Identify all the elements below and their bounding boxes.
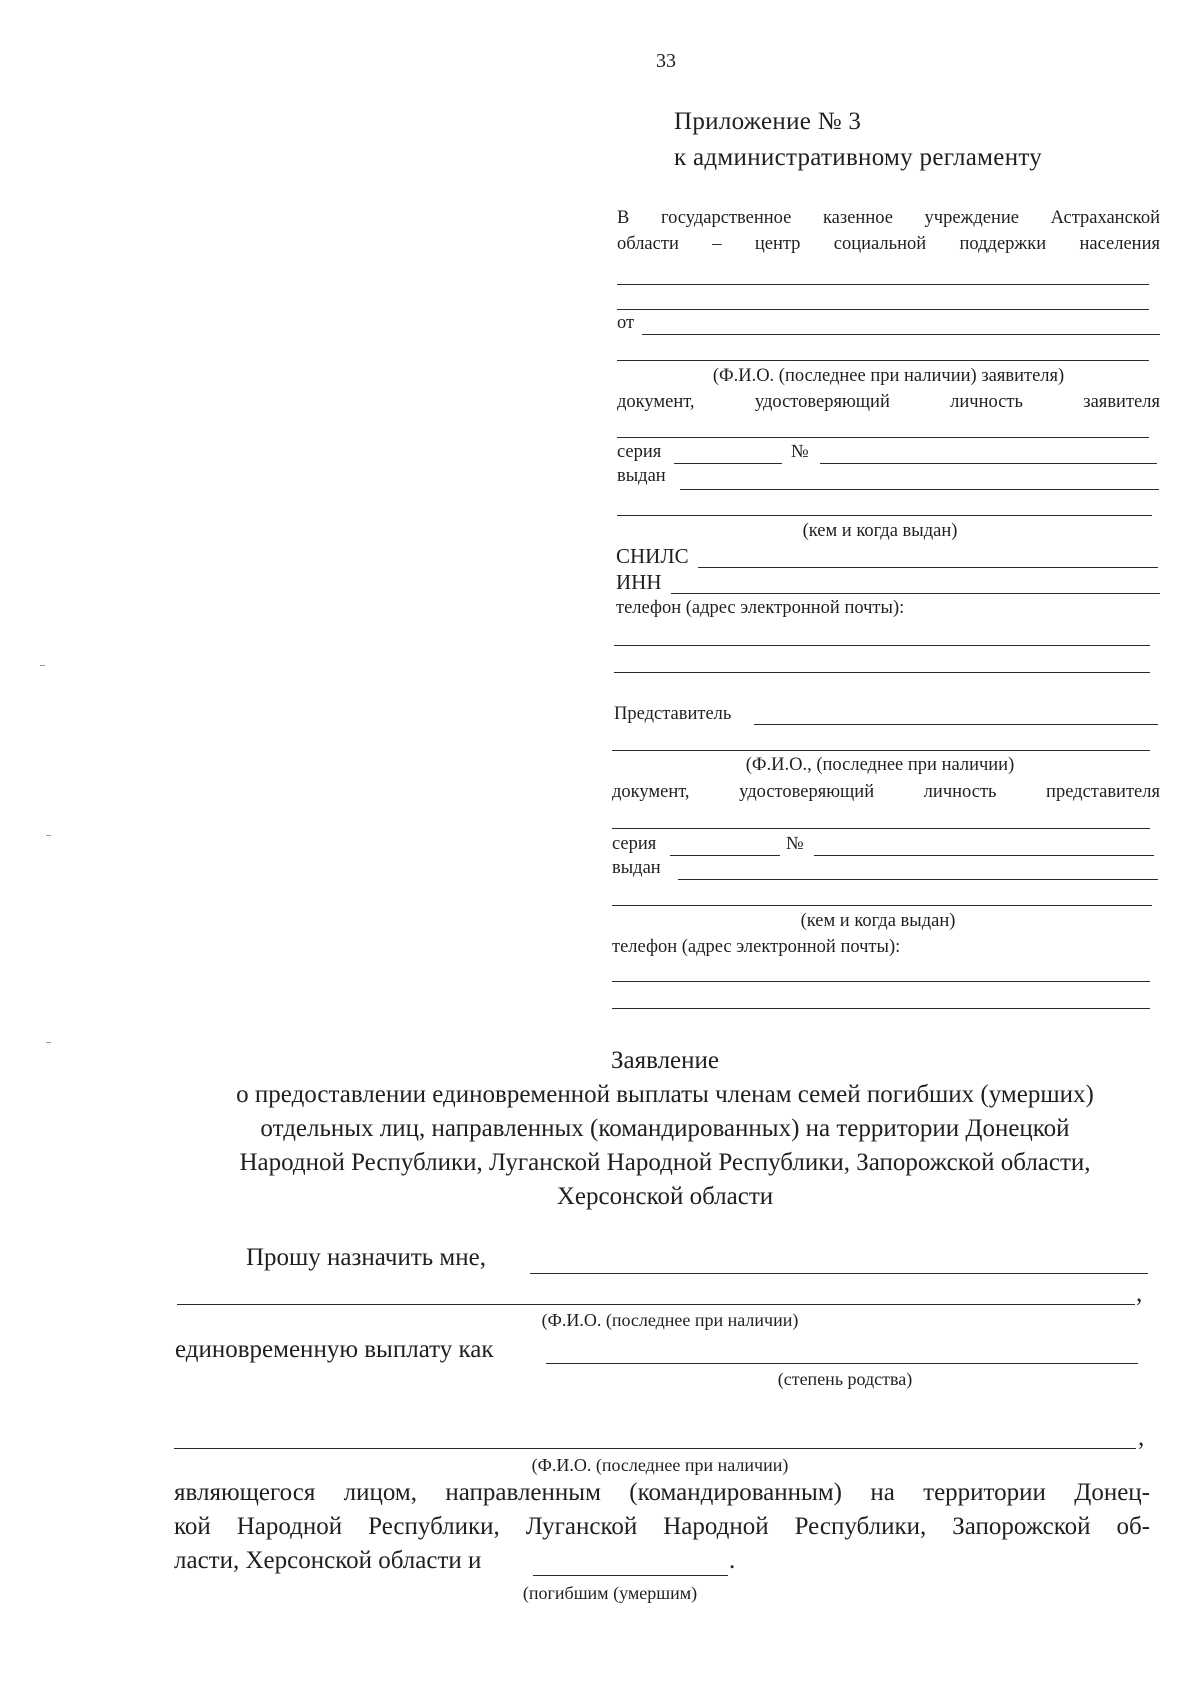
scan-mark-3 [46,1042,51,1043]
comma-1: , [1136,1280,1143,1307]
appendix-line-1: Приложение № 3 [674,108,862,135]
fio-caption-2: (Ф.И.О. (последнее при наличии) [531,1455,789,1475]
representative-blank-1[interactable] [754,724,1158,725]
representative-doc-blank[interactable] [612,828,1150,829]
kinship-caption: (степень родства) [777,1369,913,1389]
fio-caption-1: (Ф.И.О. (последнее при наличии) [541,1310,799,1330]
paragraph-line-1: являющегося лицом, направленным (командированным) на территории Донец- [174,1479,1150,1506]
series-blank[interactable] [674,463,782,464]
representative-blank-2[interactable] [612,750,1150,751]
statement-subtitle-3: Народной Республики, Луганской Народной Республики, Запорожской области, [239,1149,1091,1176]
phone-blank-2b[interactable] [612,1008,1150,1009]
payment-text: единовременную выплату как [175,1336,494,1363]
phone-label-2: телефон (адрес электронной почты): [612,937,901,957]
paragraph-period: . [729,1547,736,1574]
snils-blank[interactable] [698,567,1158,568]
series-blank-2[interactable] [670,855,780,856]
phone-label: телефон (адрес электронной почты): [616,598,905,618]
applicant-doc-blank[interactable] [617,437,1149,438]
issued-label-2: выдан [612,858,661,878]
issued-blank-1[interactable] [680,489,1159,490]
request-fio-blank-2[interactable] [177,1304,1135,1305]
issued-blank-2a[interactable] [678,879,1158,880]
paragraph-line-2: кой Народной Республики, Луганской Народной Республики, Запорожской об- [174,1513,1150,1540]
appendix-line-2: к административному регламенту [674,144,1043,171]
paragraph-line-3: ласти, Херсонской области и [174,1547,482,1574]
inn-label: ИНН [616,570,662,594]
comma-2: , [1138,1424,1145,1451]
number-label-2: № [786,834,804,854]
applicant-doc-label: документ, удостоверяющий личность заявителя [617,392,1160,412]
issued-caption: (кем и когда выдан) [802,521,958,541]
statement-subtitle-4: Херсонской области [556,1183,774,1210]
addressee-blank-2[interactable] [617,309,1149,310]
applicant-fio-caption: (Ф.И.О. (последнее при наличии) заявителя) [712,366,1065,386]
phone-blank-2[interactable] [614,672,1150,673]
statement-subtitle-1: о предоставлении единовременной выплаты членам семей погибших (умерших) [236,1081,1094,1108]
applicant-fio-blank-2[interactable] [617,360,1149,361]
issued-label: выдан [617,466,666,486]
applicant-fio-blank-1[interactable] [642,334,1160,335]
deceased-caption: (погибшим (умершим) [522,1583,698,1603]
series-label-2: серия [612,834,657,854]
phone-blank-1[interactable] [614,645,1150,646]
request-fio-blank-1[interactable] [530,1273,1148,1274]
issued-blank-2b[interactable] [612,905,1152,906]
series-label: серия [617,442,662,462]
number-blank[interactable] [820,463,1157,464]
issued-caption-2: (кем и когда выдан) [800,911,956,931]
deceased-status-blank[interactable] [533,1575,728,1576]
representative-doc-label: документ, удостоверяющий личность представителя [612,782,1160,802]
page-number: 33 [656,50,676,72]
kinship-blank[interactable] [546,1363,1138,1364]
issued-blank-2[interactable] [617,515,1152,516]
representative-label: Представитель [614,704,732,724]
addressee-line-2: области – центр социальной поддержки населения [617,234,1160,254]
scan-mark-1 [40,665,45,666]
statement-title: Заявление [610,1047,720,1074]
from-label: от [617,313,635,333]
deceased-fio-blank[interactable] [174,1448,1136,1449]
request-text: Прошу назначить мне, [246,1244,486,1271]
snils-label: СНИЛС [616,544,689,568]
number-blank-2[interactable] [814,855,1154,856]
phone-blank-2a[interactable] [612,981,1150,982]
number-label: № [791,442,809,462]
addressee-blank-1[interactable] [617,284,1149,285]
representative-fio-caption: (Ф.И.О., (последнее при наличии) [745,755,1015,775]
statement-subtitle-2: отдельных лиц, направленных (командированных) на территории Донецкой [260,1115,1070,1142]
inn-blank[interactable] [671,593,1160,594]
scan-mark-2 [46,835,51,836]
addressee-line-1: В государственное казенное учреждение Астраханской [617,208,1160,228]
